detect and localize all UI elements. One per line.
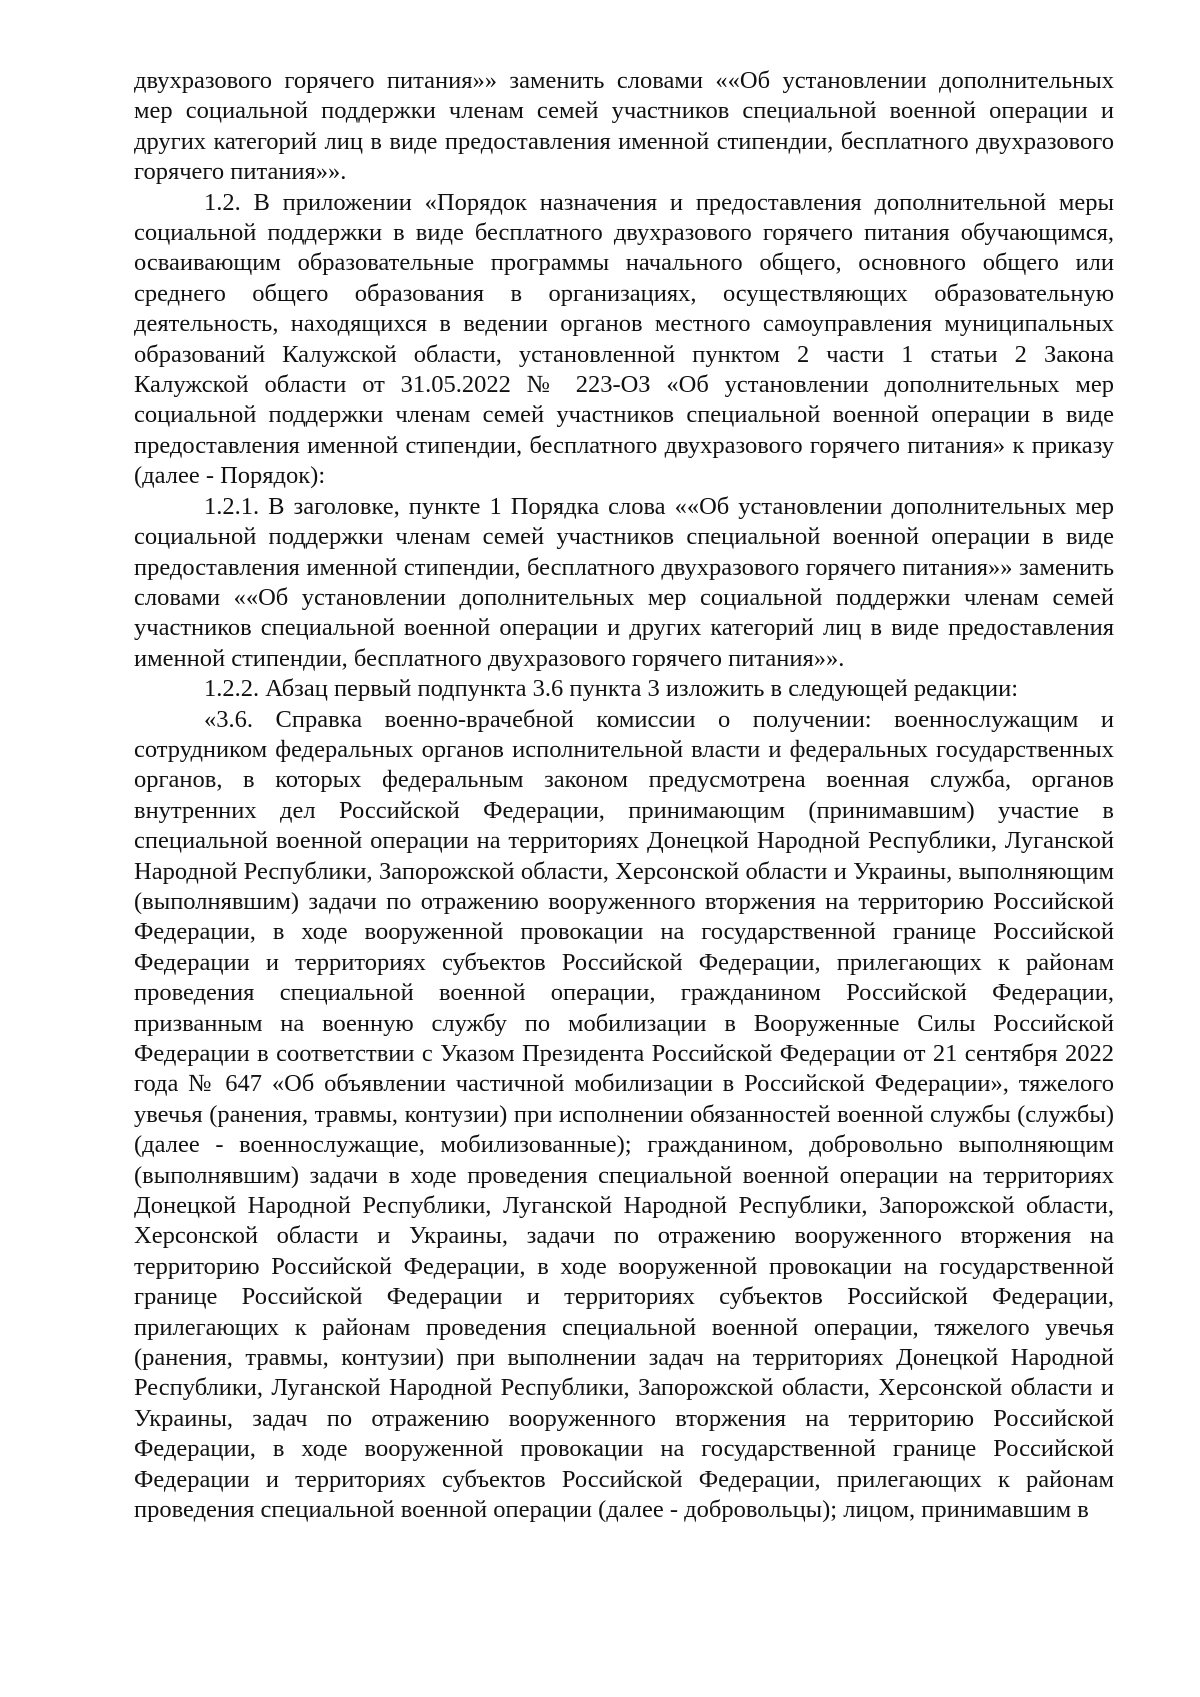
paragraph-1-2: 1.2. В приложении «Порядок назначения и предоставления дополнительной меры социальной поддержки в виде бесплатного двухразового горячего питания обучающимся, осваивающим образовательные программы начального общего, основного общего или среднего общего образования в организациях, осуществляющих образовательную деятельность, находящихся в ведении органов местного самоуправления муниципальных образований Калужской области, установленной пунктом 2 части 1 статьи 2 Закона Калужской области от 31.05.2022 № 223-ОЗ «Об установлении дополнительных мер социальной поддержки членам семей участников специальной военной операции в виде предоставления именной стипендии, бесплатного двухразового горячего питания» к приказу (далее - Порядок): — [134, 188, 1114, 490]
paragraph-continuation: двухразового горячего питания»» заменить словами ««Об установлении дополнительных мер социальной поддержки членам семей участников специальной военной операции и других категорий лиц в виде предоставления именной стипендии, бесплатного двухразового горячего питания»». — [134, 67, 1114, 186]
document-body — [134, 66, 1114, 1526]
paragraph-1-2-2: 1.2.2. Абзац первый подпункта 3.6 пункта 3 изложить в следующей редакции: — [204, 675, 1019, 703]
paragraph-3-6-quote: «3.6. Справка военно-врачебной комиссии о получении: военнослужащим и сотрудником федеральных органов исполнительной власти и федеральных государственных органов, в которых федеральным законом предусмотрена военная служба, органов внутренних дел Российской Федерации, принимающим (принимавшим) участие в специальной военной операции на территориях Донецкой Народной Республики, Луганской Народной Республики, Запорожской области, Херсонской области и Украины, выполняющим (выполнявшим) задачи по отражению вооруженного вторжения на территорию Российской Федерации, в ходе вооруженной провокации на государственной границе Российской Федерации и территориях субъектов Российской Федерации, прилегающих к районам проведения специальной военной операции, гражданином Российской Федерации, призванным на военную службу по мобилизации в Вооруженные Силы Российской Федерации в соответствии с Указом Президента Российской Федерации от 21 сентября 2022 года № 647 «Об объявлении частичной мобилизации в Российской Федерации», тяжелого увечья (ранения, травмы, контузии) при исполнении обязанностей военной службы (службы) (далее - военнослужащие, мобилизованные); гражданином, добровольно выполняющим (выполнявшим) задачи в ходе проведения специальной военной операции на территориях Донецкой Народной Республики, Луганской Народной Республики, Запорожской области, Херсонской области и Украины, задачи по отражению вооруженного вторжения на территорию Российской Федерации, в ходе вооруженной провокации на государственной границе Российской Федерации и территориях субъектов Российской Федерации, прилегающих к районам проведения специальной военной операции, тяжелого увечья (ранения, травмы, контузии) при выполнении задач на территориях Донецкой Народной Республики, Луганской Народной Республики, Запорожской области, Херсонской области и Украины, задач по отражению вооруженного вторжения на территорию Российской Федерации, в ходе вооруженной провокации на государственной границе Российской Федерации и территориях субъектов Российской Федерации, прилегающих к районам проведения специальной военной операции (далее - добровольцы); лицом, принимавшим в — [134, 705, 1114, 1524]
paragraph-1-2-1: 1.2.1. В заголовке, пункте 1 Порядка слова ««Об установлении дополнительных мер социальной поддержки членам семей участников специальной военной операции в виде предоставления именной стипендии, бесплатного двухразового горячего питания»» заменить словами ««Об установлении дополнительных мер социальной поддержки членам семей участников специальной военной операции и других категорий лиц в виде предоставления именной стипендии, бесплатного двухразового горячего питания»». — [134, 492, 1114, 672]
